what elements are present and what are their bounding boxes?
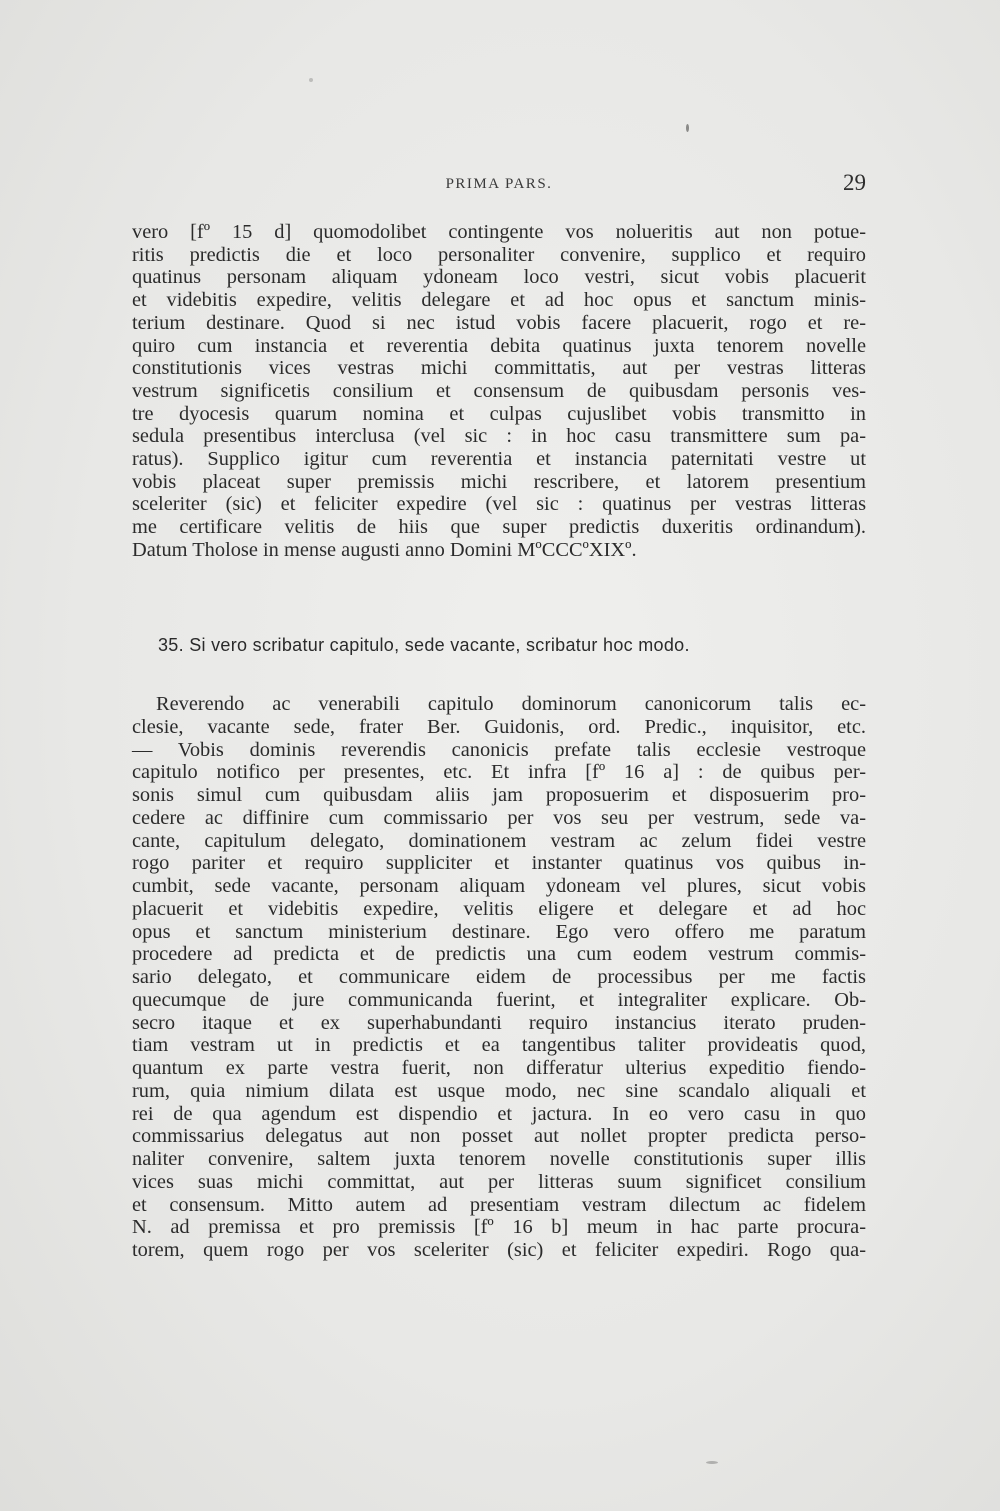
page-header — [132, 170, 866, 206]
ink-speck — [309, 78, 313, 82]
page-number: 29 — [843, 170, 866, 195]
paragraph-1 — [132, 221, 866, 562]
text-line: placuerit et videbitis expedire, velitis eligere et delegare et ad hoc — [132, 897, 866, 920]
text-line: vices suas michi committat, aut per litteras suum significet consilium — [132, 1170, 866, 1193]
text-line: constitutionis vices vestras michi committatis, aut per vestras litteras — [132, 357, 866, 380]
text-line: Datum Tholose in mense augusti anno Domini MºCCCºXIXº. — [132, 538, 637, 561]
text-line: ritis predictis die et loco personaliter convenire, supplico et requiro — [132, 243, 866, 266]
text-line: tiam vestram ut in predictis et ea tangentibus taliter provideatis quod, — [132, 1034, 866, 1057]
text-line: quatinus personam aliquam ydoneam loco vestri, sicut vobis placuerit — [132, 266, 866, 289]
text-line: commissarius delegatus aut non posset aut nollet propter predicta perso- — [132, 1125, 866, 1148]
text-line: cumbit, sede vacante, personam aliquam ydoneam vel plures, sicut vobis — [132, 875, 866, 897]
text-line: rei de qua agendum est dispendio et jactura. In eo vero casu in quo — [132, 1102, 866, 1125]
text-line: me certificare velitis de hiis que super predictis duxeritis ordinandum). — [132, 516, 866, 539]
text-line: tre dyocesis quarum nomina et culpas cujuslibet vobis transmitto in — [132, 402, 866, 425]
ink-speck — [686, 124, 689, 132]
text-line: naliter convenire, saltem juxta tenorem novelle constitutionis super illis — [132, 1148, 866, 1170]
text-line: quiro cum instancia et reverentia debita quatinus juxta tenorem novelle — [132, 334, 866, 357]
running-head: PRIMA PARS. — [445, 176, 553, 192]
text-line: et consensum. Mitto autem ad presentiam vestram dilectum ac fidelem — [132, 1193, 866, 1216]
text-line: torem, quem rogo per vos sceleriter (sic) et feliciter expediri. Rogo qua- — [132, 1239, 866, 1261]
text-line: quantum ex parte vestra fuerit, non differatur ulterius expeditio fiendo- — [132, 1057, 866, 1079]
text-line: vestrum significetis consilium et consensum de quibusdam personis ves- — [132, 379, 866, 402]
text-line: vero [fº 15 d] quomodolibet contingente vos nolueritis aut non potue- — [132, 221, 866, 243]
paragraph-2 — [132, 693, 866, 1262]
ink-speck — [706, 1461, 718, 1464]
text-line: sedula presentibus interclusa (vel sic : in hoc casu transmittere sum pa- — [132, 425, 866, 448]
text-line: sario delegato, et communicare eidem de processibus per me factis — [132, 966, 866, 988]
text-line: clesie, vacante sede, frater Ber. Guidonis, ord. Predic., inquisitor, etc. — [132, 715, 866, 738]
text-line: procedere ad predicta et de predictis una cum eodem vestrum commis- — [132, 943, 866, 966]
text-line: terium destinare. Quod si nec istud vobis facere placuerit, rogo et re- — [132, 311, 866, 334]
text-line: sceleriter (sic) et feliciter expedire (vel sic : quatinus per vestras litteras — [132, 493, 866, 516]
text-line: quecumque de jure communicanda fuerint, et integraliter explicare. Ob- — [132, 988, 866, 1011]
text-line: capitulo notifico per presentes, etc. Et infra [fº 16 a] : de quibus per- — [132, 761, 866, 784]
text-line: opus et sanctum ministerium destinare. Ego vero offero me paratum — [132, 920, 866, 943]
text-line: sonis simul cum quibusdam aliis jam proposuerim et disposuerim pro- — [132, 784, 866, 806]
text-line: vobis placeat super premissis michi rescribere, et latorem presentium — [132, 470, 866, 493]
text-line: et videbitis expedire, velitis delegare et ad hoc opus et sanctum minis- — [132, 289, 866, 312]
text-line: rogo pariter et requiro suppliciter et instanter quatinus vos quibus in- — [132, 852, 866, 875]
text-line: secro itaque et ex superhabundanti requiro instancius iterato pruden- — [132, 1011, 866, 1034]
text-line: N. ad premissa et pro premissis [fº 16 b] meum in hac parte procura- — [132, 1216, 866, 1239]
text-line: — Vobis dominis reverendis canonicis prefate talis ecclesie vestroque — [132, 738, 866, 761]
text-line: Reverendo ac venerabili capitulo dominorum canonicorum talis ec- — [156, 693, 866, 715]
text-line: ratus). Supplico igitur cum reverentia et instancia paternitati vestre ut — [132, 448, 866, 471]
text-line: rum, quia nimium dilata est usque modo, nec sine scandalo aliquali et — [132, 1079, 866, 1102]
text-line: cante, capitulum delegato, dominationem vestram ac zelum fidei vestre — [132, 829, 866, 852]
text-line: cedere ac diffinire cum commissario per vos seu per vestrum, sede va- — [132, 806, 866, 829]
section-heading: 35. Si vero scribatur capitulo, sede vacante, scribatur hoc modo. — [158, 635, 690, 655]
